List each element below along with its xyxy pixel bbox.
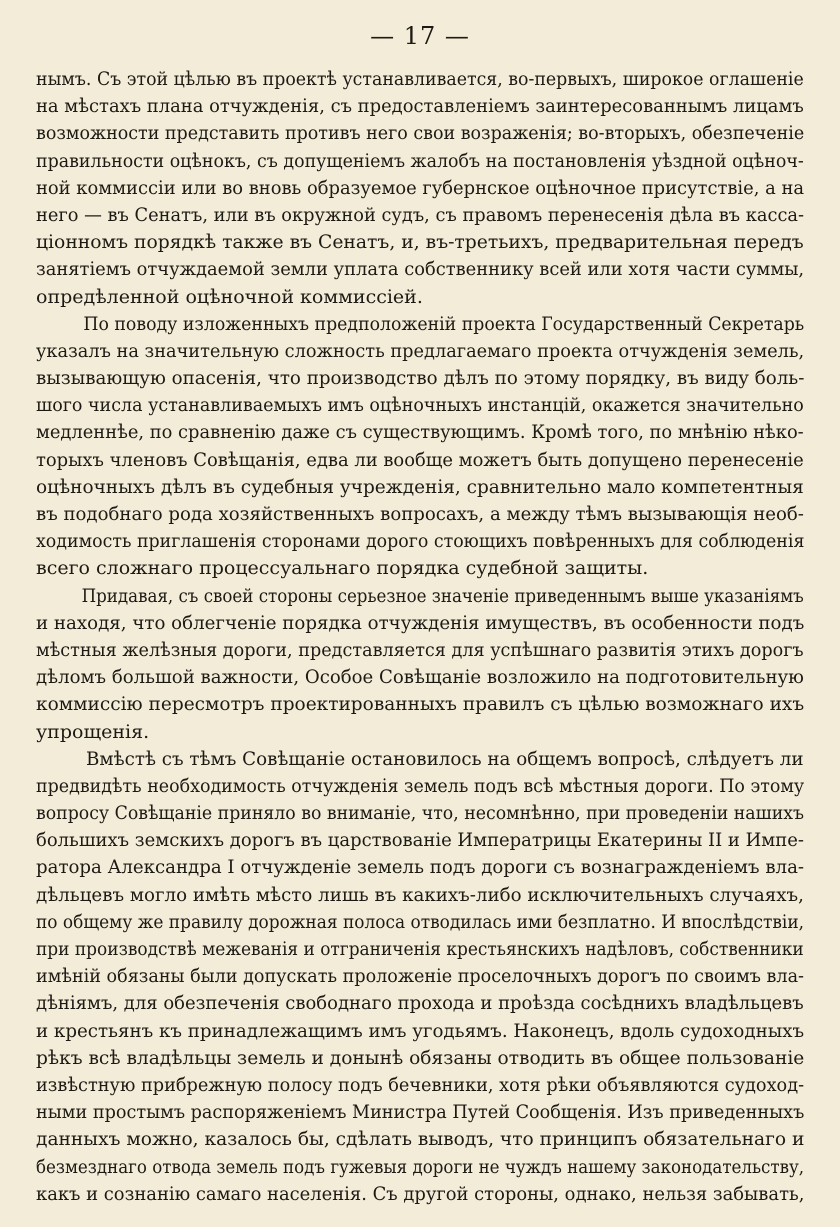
- text-line: По поводу изложенныхъ предположеній проекта Государственный Секретарь: [83, 312, 804, 335]
- text-line: всего сложнаго процессуальнаго порядка судебной защиты.: [36, 557, 649, 580]
- text-line: предвидѣть необходимость отчужденія земель подъ всѣ мѣстныя дороги. По этому: [36, 774, 804, 797]
- text-line: данныхъ можно, казалось бы, сдѣлать выводъ, что принципъ обязательнаго и: [36, 1128, 804, 1151]
- text-line: ратора Александра I отчужденіе земель подъ дороги съ вознагражденіемъ вла-: [36, 856, 804, 879]
- text-line: ной коммиссіи или во вновь образуемое губернское оцѣночное присутствіе, а на: [36, 176, 804, 199]
- text-line: правильности оцѣнокъ, съ допущеніемъ жалобъ на постановленія уѣздной оцѣноч-: [36, 149, 804, 172]
- text-line: Вмѣстѣ съ тѣмъ Совѣщаніе остановилось на общемъ вопросѣ, слѣдуетъ ли: [85, 747, 804, 770]
- text-line: Придавая, съ своей стороны серьезное значеніе приведеннымъ выше указаніямъ: [81, 584, 804, 607]
- text-line: при производствѣ межеванія и отграниченія крестьянскихъ надѣловъ, собственники: [36, 938, 804, 960]
- page-number-header: — 17 —: [370, 22, 470, 50]
- text-line: занятіемъ отчуждаемой земли уплата собственнику всей или хотя части суммы,: [36, 258, 804, 281]
- text-line: имѣній обязаны были допускать проложеніе проселочныхъ дорогъ по своимъ вла-: [36, 965, 804, 988]
- text-line: шого числа устанавливаемыхъ имъ оцѣночныхъ инстанцій, окажется значительно: [36, 394, 804, 417]
- text-line: нымъ. Съ этой цѣлью въ проектѣ устанавливается, во-первыхъ, широкое оглашеніе: [36, 68, 804, 90]
- body-text: [36, 66, 804, 1208]
- text-line: мѣстныя желѣзныя дороги, представляется для успѣшнаго развитія этихъ дорогъ: [36, 638, 804, 661]
- text-line: торыхъ членовъ Совѣщанія, едва ли вообще можетъ быть допущено перенесеніе: [36, 448, 804, 471]
- text-line: рѣкъ всѣ владѣльцы земель и донынѣ обязаны отводить въ общее пользованіе: [36, 1046, 804, 1069]
- text-line: какъ и сознанію самаго населенія. Съ другой стороны, однако, нельзя забывать,: [36, 1182, 804, 1205]
- text-line: него — въ Сенатъ, или въ окружной судъ, съ правомъ перенесенія дѣла въ касса-: [36, 203, 804, 226]
- text-line: дѣломъ большой важности, Особое Совѣщаніе возложило на подготовительную: [36, 666, 804, 689]
- text-line: большихъ земскихъ дорогъ въ царствованіе Императрицы Екатерины II и Импе-: [36, 829, 804, 852]
- text-line: дѣніямъ, для обезпеченія свободнаго прохода и проѣзда сосѣднихъ владѣльцевъ: [36, 992, 804, 1015]
- text-line: безмезднаго отвода земель подъ гужевыя дороги не чуждъ нашему законодательству,: [36, 1155, 804, 1178]
- text-line: медленнѣе, по сравненію даже съ существующимъ. Кромѣ того, по мнѣнію нѣко-: [36, 421, 804, 444]
- paragraph: [36, 66, 804, 311]
- paragraph: [36, 746, 804, 1208]
- text-line: вопросу Совѣщаніе приняло во вниманіе, что, несомнѣнно, при проведеніи нашихъ: [36, 802, 804, 825]
- text-line: опредѣленной оцѣночной коммиссіей.: [36, 285, 423, 308]
- text-line: ными простымъ распоряженіемъ Министра Путей Сообщенія. Изъ приведенныхъ: [36, 1101, 804, 1124]
- text-line: вызывающую опасенія, что производство дѣлъ по этому порядку, въ виду боль-: [36, 367, 804, 390]
- text-line: ціонномъ порядкѣ также въ Сенатъ, и, въ-третьихъ, предварительная передъ: [36, 231, 804, 254]
- text-line: указалъ на значительную сложность предлагаемаго проекта отчужденія земель,: [36, 339, 804, 362]
- paragraph: [36, 311, 804, 583]
- text-line: извѣстную прибрежную полосу подъ бечевники, хотя рѣки объявляются судоход-: [36, 1073, 804, 1096]
- text-line: коммиссію пересмотръ проектированныхъ правилъ съ цѣлью возможнаго ихъ: [36, 693, 804, 716]
- paragraph: [36, 583, 804, 746]
- text-line: и крестьянъ къ принадлежащимъ имъ угодьямъ. Наконецъ, вдоль судоходныхъ: [36, 1019, 804, 1042]
- text-line: упрощенія.: [36, 720, 150, 743]
- text-line: и находя, что облегченіе порядка отчужденія имуществъ, въ особенности подъ: [36, 611, 804, 634]
- text-line: оцѣночныхъ дѣлъ въ судебныя учрежденія, сравнительно мало компетентныя: [36, 475, 804, 498]
- text-line: ходимость приглашенія сторонами дорого стоющихъ повѣренныхъ для соблюденія: [36, 530, 804, 553]
- text-line: на мѣстахъ плана отчужденія, съ предоставленіемъ заинтересованнымъ лицамъ: [36, 95, 804, 118]
- text-line: дѣльцевъ могло имѣть мѣсто лишь въ какихъ-либо исключительныхъ случаяхъ,: [36, 883, 804, 906]
- text-line: возможности представить противъ него свои возраженія; во-вторыхъ, обезпеченіе: [36, 122, 804, 145]
- text-line: въ подобнаго рода хозяйственныхъ вопросахъ, а между тѣмъ вызывающія необ-: [36, 503, 804, 525]
- text-line: по общему же правилу дорожная полоса отводилась ими безплатно. И впослѣдствіи,: [36, 910, 804, 933]
